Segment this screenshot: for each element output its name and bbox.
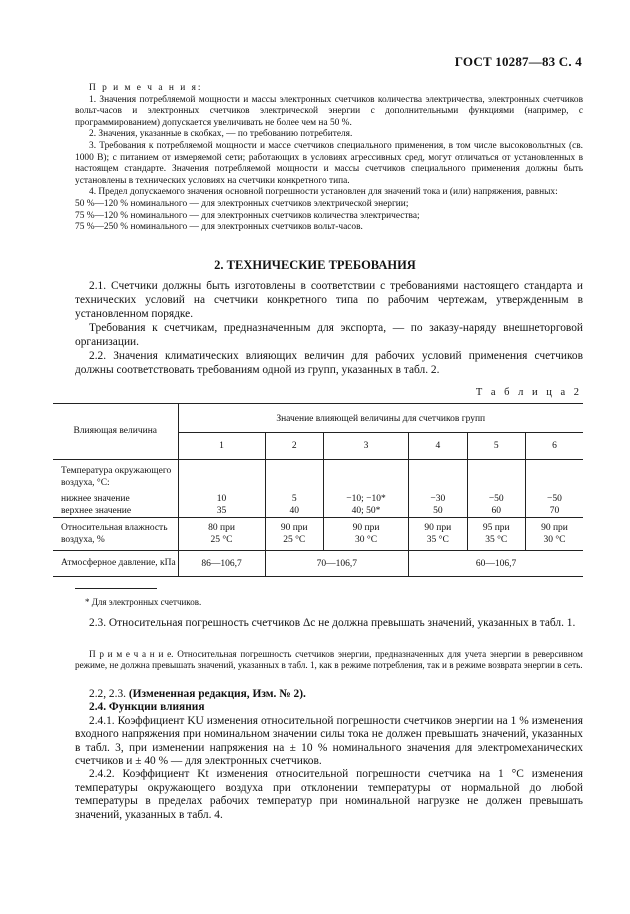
humidity-cell xyxy=(525,518,583,551)
humidity-temp: 25 °С xyxy=(210,535,233,545)
temp-high: 35 xyxy=(216,506,227,516)
temp-low: −10; −10* xyxy=(346,494,386,504)
note-range: 75 %—250 % номинального — для электронных счетчиков вольт-часов. xyxy=(75,222,363,233)
paragraph: 2.2. Значения климатических влияющих величин для рабочих условий применения счетчиков должны соответствовать требованиям одной из групп, указанных в табл. 2. xyxy=(75,350,583,376)
edit-line xyxy=(75,688,583,701)
footnote: * Для электронных счетчиков. xyxy=(85,597,202,607)
pressure-value: 60—106,7 xyxy=(409,551,583,577)
edit-prefix: 2.2, 2.3. xyxy=(89,688,127,700)
humidity-cell xyxy=(467,518,525,551)
note-item: 4. Предел допускаемого значения основной погрешности установлен для значений тока и (или) напряжения, равных: xyxy=(89,187,558,198)
temp-label: Температура окружающего воздуха, °С: xyxy=(61,466,172,488)
humidity-temp: 30 °С xyxy=(543,535,566,545)
pressure-value: 86—106,7 xyxy=(178,551,265,577)
temp-high: 50 xyxy=(433,506,443,516)
humidity-cell xyxy=(178,518,265,551)
group-header: Значение влияющей величины для счетчиков групп xyxy=(178,404,583,433)
clause-2-3 xyxy=(75,617,583,631)
note-item: 3. Требования к потребляемой мощности и массе счетчиков специального применения, в том числе высоковольтных (св. 1000 В); с питанием от измеряемой сети; работающих в условиях агрессивных сред, могут отличаться от установленных в настоящем стандарте. Значения потребляемой мощности и массы счетчиков специального применения должны быть установлены в технических условиях на счетчики конкретного типа. xyxy=(75,140,583,186)
humidity-cell xyxy=(265,518,323,551)
footnote-divider xyxy=(75,588,157,589)
temp-high: 40; 50* xyxy=(351,506,381,516)
temp-cell xyxy=(467,460,525,518)
group-number: 5 xyxy=(467,433,525,460)
note-range: 75 %—120 % номинального — для электронных счетчиков количества электричества; xyxy=(75,210,420,221)
humidity-value: 80 при xyxy=(208,523,235,533)
temp-low: 5 xyxy=(291,494,297,504)
paragraph: 2.4.2. Коэффициент Kt изменения относительной погрешности счетчика на 1 °С изменения температуры окружающего воздуха при отклонении температуры от нормальной до любой температуры в пределах рабочих температур при номинальной нагрузке не должен превышать значений, указанных в табл. 4. xyxy=(75,768,583,821)
page-header: ГОСТ 10287—83 С. 4 xyxy=(454,54,582,69)
humidity-temp: 35 °С xyxy=(485,535,508,545)
temp-high: 60 xyxy=(491,506,501,516)
temp-low: 10 xyxy=(216,494,227,504)
humidity-temp: 25 °С xyxy=(283,535,306,545)
temp-high-label: верхнее значение xyxy=(61,506,132,516)
temp-low-label: нижнее значение xyxy=(61,494,130,504)
humidity-value: 95 при xyxy=(482,523,510,533)
temp-cell xyxy=(265,460,323,518)
group-number: 6 xyxy=(525,433,583,460)
group-number: 4 xyxy=(409,433,467,460)
pressure-label: Атмосферное давление, кПа xyxy=(53,551,178,577)
temp-cell xyxy=(409,460,467,518)
humidity-value: 90 при xyxy=(280,523,308,533)
humidity-temp: 30 °С xyxy=(355,535,378,545)
note-2-3 xyxy=(75,649,583,671)
subsection-title: 2.4. Функции влияния xyxy=(89,701,205,714)
temp-low: −50 xyxy=(488,494,504,504)
row-label-temperature xyxy=(53,460,178,518)
group-number: 2 xyxy=(265,433,323,460)
edit-note: (Измененная редакция, Изм. № 2). xyxy=(128,688,306,700)
group-number: 1 xyxy=(178,433,265,460)
humidity-cell xyxy=(409,518,467,551)
humidity-temp: 35 °С xyxy=(426,535,449,545)
paragraph: 2.1. Счетчики должны быть изготовлены в соответствии с требованиями настоящего стандарта и технических условий на счетчики конкретного типа по рабочим чертежам, утвержденным в установленном порядке. xyxy=(75,280,583,320)
note-item: 2. Значения, указанные в скобках, — по требованию потребителя. xyxy=(89,129,353,140)
temp-cell xyxy=(178,460,265,518)
paragraph: 2.3. Относительная погрешность счетчиков Δc не должна превышать значений, указанных в табл. 1. xyxy=(89,617,576,629)
clause-2-4 xyxy=(75,688,583,822)
note-item: 1. Значения потребляемой мощности и массы электронных счетчиков количества электричества, электронных счетчиков вольт-часов и электронных счетчиков электрической энергии с дополнительными функциями (например, с программированием) допускается увеличивать не более чем на 50 %. xyxy=(75,94,583,128)
humidity-value: 90 при xyxy=(424,523,452,533)
humidity-label: Относительная влажность воздуха, % xyxy=(53,518,178,551)
section-title: 2. ТЕХНИЧЕСКИЕ ТРЕБОВАНИЯ xyxy=(214,258,416,272)
temp-high: 40 xyxy=(289,506,299,516)
humidity-value: 90 при xyxy=(541,523,568,533)
pressure-value: 70—106,7 xyxy=(265,551,409,577)
humidity-cell xyxy=(323,518,408,551)
note-range: 50 %—120 % номинального — для электронных счетчиков электрической энергии; xyxy=(75,198,409,209)
humidity-value: 90 при xyxy=(352,523,380,533)
table-caption: Т а б л и ц а 2 xyxy=(475,387,582,398)
table-2 xyxy=(53,403,583,577)
temp-cell xyxy=(323,460,408,518)
temp-high: 70 xyxy=(549,506,560,516)
temp-cell xyxy=(525,460,583,518)
notes-block xyxy=(75,83,583,234)
paragraph: 2.4.1. Коэффициент KU изменения относительной погрешности счетчиков энергии на 1 % изменения входного напряжения при номинальном значении силы тока не должен превышать значений, указанных в табл. 3, при изменении напряжения на ± 10 % номинального значения для электромеханических счетчиков и ± 40 % — для электронных счетчиков. xyxy=(75,714,583,768)
note-text: П р и м е ч а н и е. Относительная погрешность счетчиков энергии, предназначенных для учета энергии в реверсивном режиме, не должна превышать значений, указанных в табл. 1, как в режиме потребления, так и в режиме возврата энергии в сеть. xyxy=(75,649,583,671)
notes-title: П р и м е ч а н и я: xyxy=(89,83,203,93)
group-number: 3 xyxy=(323,433,408,460)
section-body xyxy=(75,279,583,377)
paragraph: Требования к счетчикам, предназначенным для экспорта, — по заказу-наряду внешнеторговой организации. xyxy=(75,322,583,348)
temp-low: −50 xyxy=(547,494,562,504)
col-header-quantity: Влияющая величина xyxy=(53,404,178,460)
temp-low: −30 xyxy=(430,494,446,504)
